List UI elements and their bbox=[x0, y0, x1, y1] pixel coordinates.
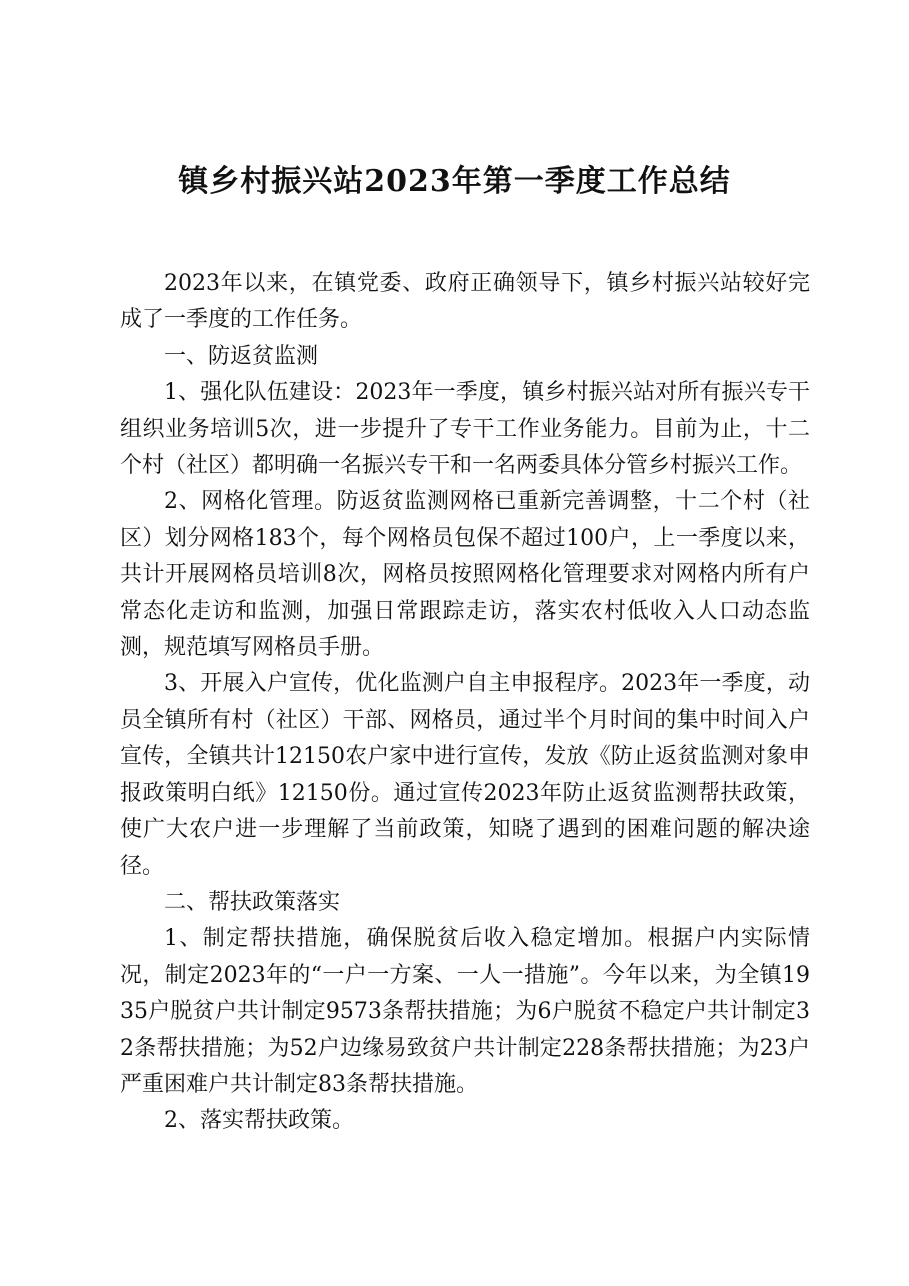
paragraph-team-building: 1、强化队伍建设：2023年一季度，镇乡村振兴站对所有振兴专干组织业务培训5次，进一步提升了专干工作业务能力。目前为止，十二个村（社区）都明确一名振兴专干和一名两委具体分管乡村振兴工作。 bbox=[120, 380, 810, 479]
paragraph-assistance-measures: 1、制定帮扶措施，确保脱贫后收入稳定增加。根据户内实际情况，制定2023年的“一户一方案、一人一措施”。今年以来，为全镇1935户脱贫户共计制定9573条帮扶措施；为6户脱贫不稳定户共计制定32条帮扶措施；为52户边缘易致贫户共计制定228条帮扶措施；为23户严重困难户共计制定83条帮扶措施。 bbox=[120, 926, 810, 1097]
section-heading-policy: 二、帮扶政策落实 bbox=[164, 889, 341, 915]
paragraph-grid-management: 2、网格化管理。防返贫监测网格已重新完善调整，十二个村（社区）划分网格183个，每个网格员包保不超过100户，上一季度以来，共计开展网格员培训8次，网格员按照网格化管理要求对网格内所有户常态化走访和监测，加强日常跟踪走访，落实农村低收入人口动态监测，规范填写网格员手册。 bbox=[120, 489, 810, 661]
document-title: 镇乡村振兴站2023年第一季度工作总结 bbox=[178, 164, 731, 199]
document-body bbox=[120, 266, 810, 1140]
intro-paragraph: 2023年以来，在镇党委、政府正确领导下，镇乡村振兴站较好完成了一季度的工作任务。 bbox=[120, 271, 810, 333]
paragraph-household-publicity: 3、开展入户宣传，优化监测户自主申报程序。2023年一季度，动员全镇所有村（社区）干部、网格员，通过半个月时间的集中时间入户宣传，全镇共计12150农户家中进行宣传，发放《防止返贫监测对象申报政策明白纸》12150份。通过宣传2023年防止返贫监测帮扶政策，使广大农户进一步理解了当前政策，知晓了遇到的困难问题的解决途径。 bbox=[120, 671, 810, 879]
section-heading-monitoring: 一、防返贫监测 bbox=[164, 343, 319, 369]
paragraph-policy-implementation: 2、落实帮扶政策。 bbox=[164, 1108, 354, 1134]
